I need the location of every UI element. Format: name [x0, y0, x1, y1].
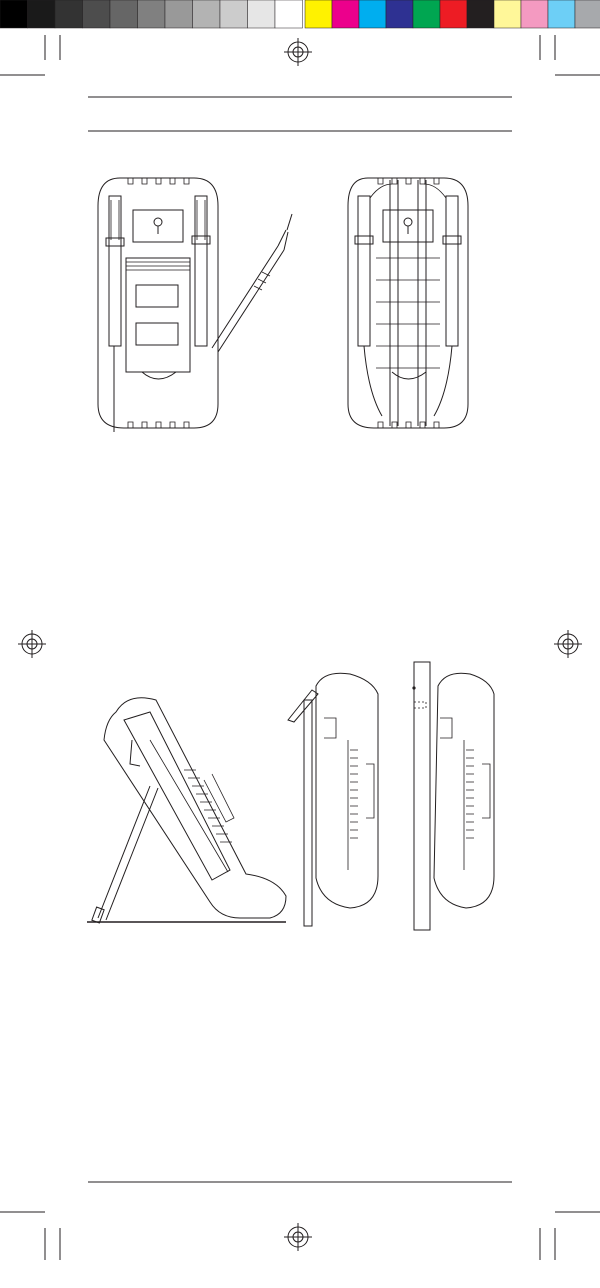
color-swatch [413, 0, 440, 28]
color-swatch [332, 0, 359, 28]
gray-swatch [55, 0, 83, 28]
multimeter-clip-side-illustration [288, 673, 378, 926]
color-swatch [521, 0, 548, 28]
registration-target-icon [554, 630, 582, 658]
registration-target-icon [18, 630, 46, 658]
color-swatch [386, 0, 413, 28]
color-swatch [467, 0, 494, 28]
gray-swatch [165, 0, 193, 28]
multimeter-tilt-stand-side-illustration [87, 698, 286, 923]
gray-swatch [248, 0, 276, 28]
color-swatch [359, 0, 386, 28]
gray-swatch [28, 0, 56, 28]
color-swatch [575, 0, 600, 28]
crop-mark-icon [540, 35, 600, 75]
multimeter-front-with-leads-illustration [98, 178, 292, 432]
color-calibration-bar [0, 0, 600, 28]
gray-swatch [193, 0, 221, 28]
color-swatch [440, 0, 467, 28]
gray-swatch [110, 0, 138, 28]
multimeter-back-leads-wrapped-illustration [348, 178, 468, 428]
gray-swatch [220, 0, 248, 28]
crop-mark-icon [0, 35, 60, 75]
registration-target-icon [284, 38, 312, 66]
crop-marks [0, 35, 600, 1260]
color-swatch [548, 0, 575, 28]
gray-swatch [0, 0, 28, 28]
gray-swatch [83, 0, 111, 28]
crop-mark-icon [540, 1212, 600, 1260]
color-swatch [305, 0, 332, 28]
multimeter-hung-side-illustration [412, 662, 494, 930]
gray-swatch [138, 0, 166, 28]
color-swatch [494, 0, 521, 28]
registration-target-icon [284, 1223, 312, 1251]
crop-mark-icon [0, 1212, 60, 1260]
gray-swatch [275, 0, 303, 28]
